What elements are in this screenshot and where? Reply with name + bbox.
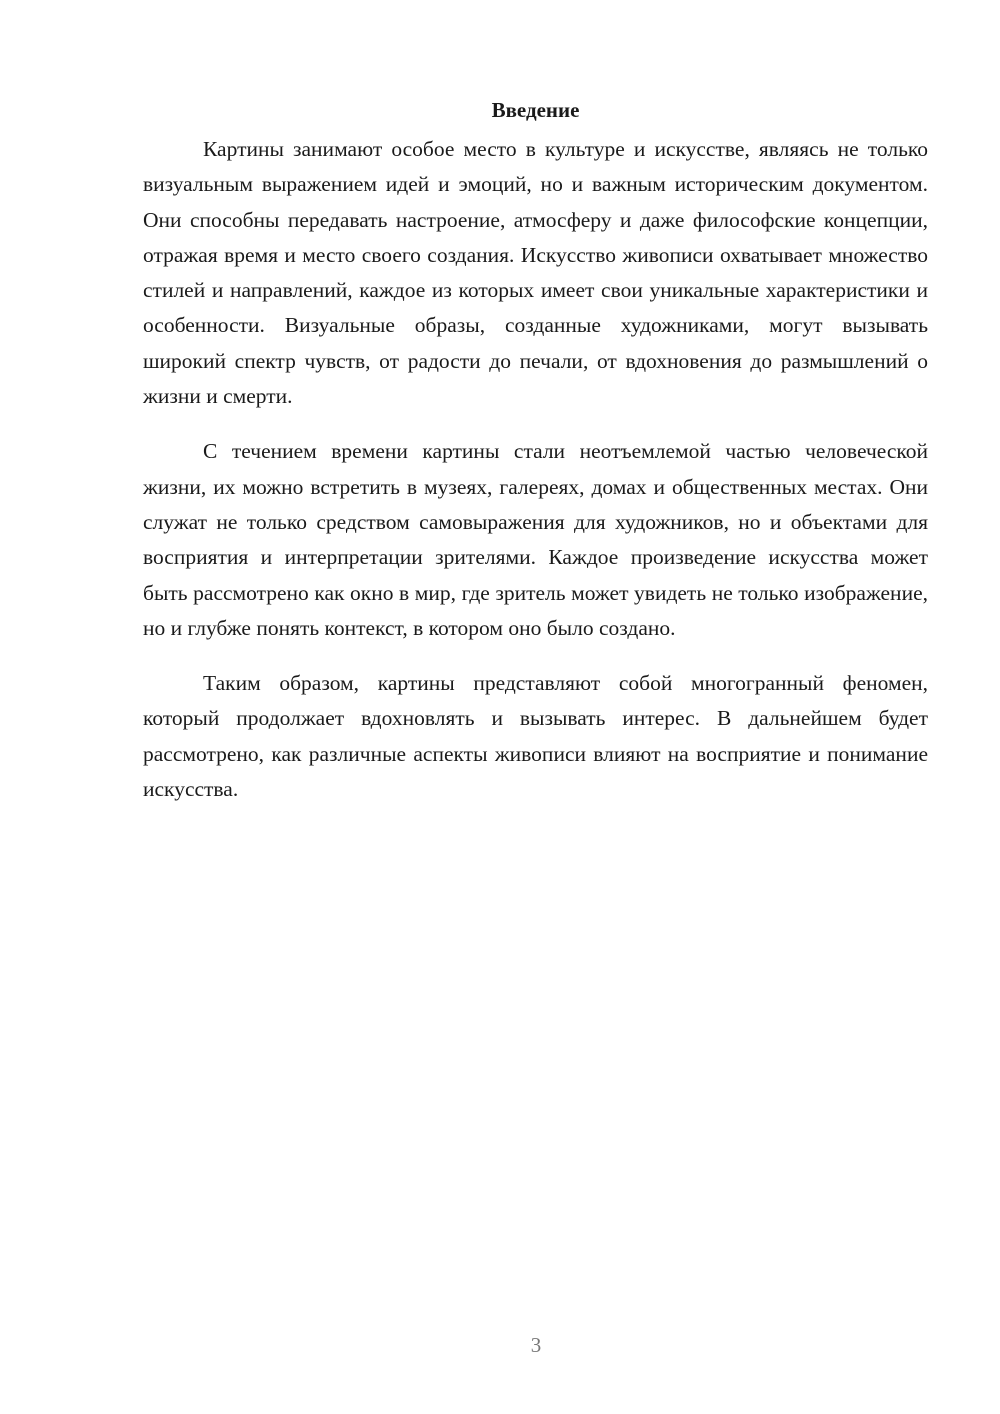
paragraph-1: Картины занимают особое место в культуре и искусстве, являясь не только визуальным выражением идей и эмоций, но и важным историческим документом. Они способны передавать настроение, атмосферу и даже философские концепции, отражая время и место своего создания. Искусство живописи охватывает множество стилей и направлений, каждое из которых имеет свои уникальные характеристики и особенности. Визуальные образы, созданные художниками, могут вызывать широкий спектр чувств, от радости до печали, от вдохновения до размышлений о жизни и смерти. <box>143 137 928 409</box>
paragraph-3: Таким образом, картины представляют собой многогранный феномен, который продолжает вдохновлять и вызывать интерес. В дальнейшем будет рассмотрено, как различные аспекты живописи влияют на восприятие и понимание искусства. <box>143 671 928 802</box>
paragraph-2: С течением времени картины стали неотъемлемой частью человеческой жизни, их можно встретить в музеях, галереях, домах и общественных местах. Они служат не только средством самовыражения для художников, но и объектами для восприятия и интерпретации зрителями. Каждое произведение искусства может быть рассмотрено как окно в мир, где зритель может увидеть не только изображение, но и глубже понять контекст, в котором оно было создано. <box>143 439 928 640</box>
section-title: Введение <box>491 98 580 122</box>
page-number: 3 <box>530 1333 542 1357</box>
page-content <box>143 92 928 827</box>
